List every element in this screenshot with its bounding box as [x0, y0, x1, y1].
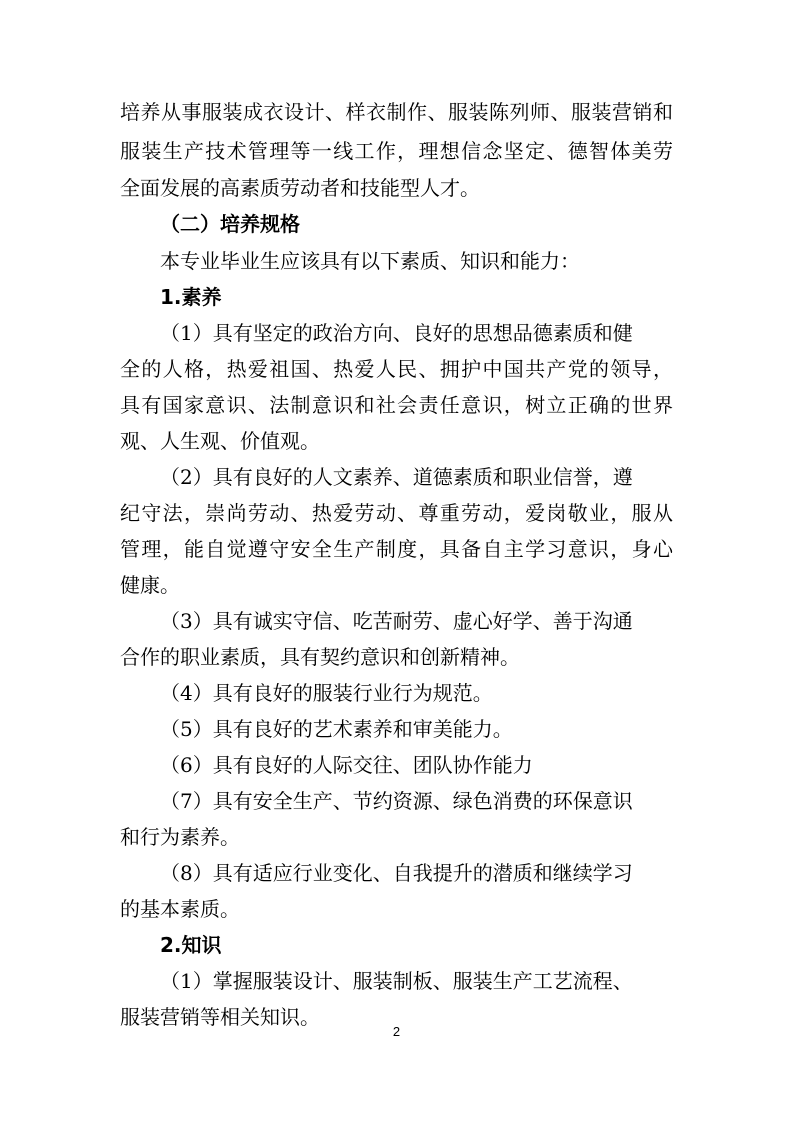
- list-item-line: 合作的职业素质，具有契约意识和创新精神。: [120, 645, 520, 669]
- list-item-line: （7）具有安全生产、节约资源、绿色消费的环保意识: [160, 789, 633, 813]
- list-item-line: 和行为素养。: [120, 825, 240, 849]
- list-item-line: （6）具有良好的人际交往、团队协作能力: [160, 753, 533, 777]
- list-item-line: （5）具有良好的艺术素养和审美能力。: [160, 717, 513, 741]
- list-item-line: （8）具有适应行业变化、自我提升的潜质和继续学习: [160, 861, 633, 885]
- list-item-line: 管理，能自觉遵守安全生产制度，具备自主学习意识，身心: [120, 537, 673, 561]
- list-item-line: 全的人格，热爱祖国、热爱人民、拥护中国共产党的领导，: [120, 357, 673, 381]
- list-item-line: （1）具有坚定的政治方向、良好的思想品德素质和健: [160, 321, 633, 345]
- list-item-line: （1）掌握服装设计、服装制板、服装生产工艺流程、: [160, 969, 633, 993]
- paragraph-line: 全面发展的高素质劳动者和技能型人才。: [120, 176, 480, 200]
- list-item-line: （4）具有良好的服装行业行为规范。: [160, 681, 493, 705]
- list-item-line: 观、人生观、价值观。: [120, 429, 320, 453]
- list-item-line: 具有国家意识、法制意识和社会责任意识，树立正确的世界: [120, 393, 673, 417]
- subsection-heading: 2.知识: [160, 933, 222, 957]
- page-number: 2: [392, 1024, 401, 1039]
- list-item-line: （2）具有良好的人文素养、道德素质和职业信誉，遵: [160, 465, 633, 489]
- list-item-line: 纪守法，崇尚劳动、热爱劳动、尊重劳动，爱岗敬业，服从: [120, 501, 673, 525]
- list-item-line: 服装营销等相关知识。: [120, 1005, 320, 1029]
- paragraph-line: 培养从事服装成衣设计、样衣制作、服装陈列师、服装营销和: [120, 100, 673, 124]
- paragraph-line: 服装生产技术管理等一线工作，理想信念坚定、德智体美劳: [120, 139, 673, 163]
- list-item-line: 的基本素质。: [120, 897, 240, 921]
- paragraph-line: 本专业毕业生应该具有以下素质、知识和能力：: [160, 249, 580, 273]
- section-heading: （二）培养规格: [160, 212, 300, 236]
- list-item-line: 健康。: [120, 573, 180, 597]
- list-item-line: （3）具有诚实守信、吃苦耐劳、虚心好学、善于沟通: [160, 609, 633, 633]
- subsection-heading: 1.素养: [160, 285, 222, 309]
